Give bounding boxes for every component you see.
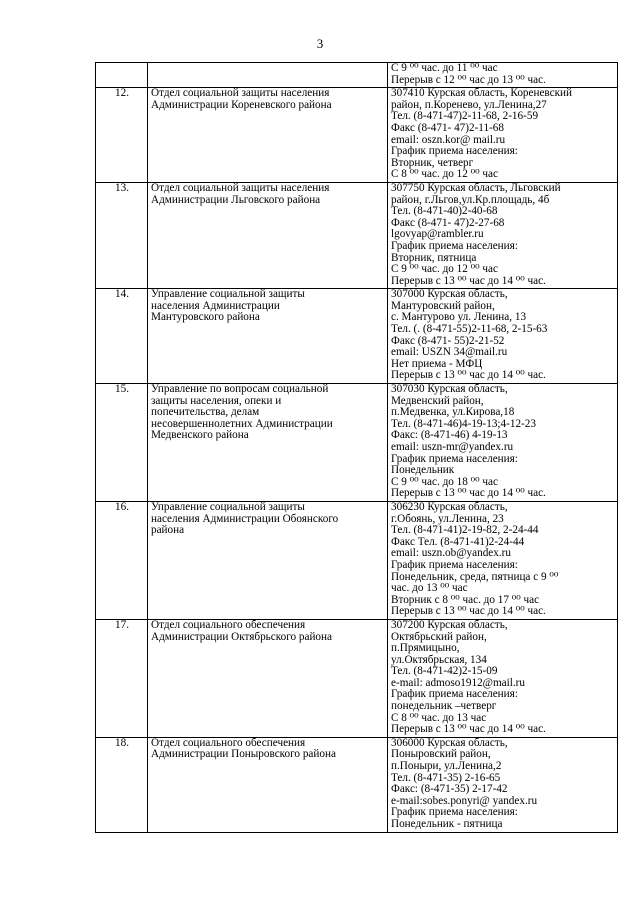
contact-line: Тел. (8-471-35) 2-16-65: [391, 771, 501, 784]
contact-line: Тел. (8-471-46)4-19-13;4-12-23: [391, 417, 536, 430]
table-row: [96, 501, 618, 619]
agency-name-line: попечительства, делам: [151, 406, 260, 419]
contact-line: Перерыв с 13 ⁰⁰ час до 14 ⁰⁰ час.: [391, 369, 546, 382]
contact-info-cell: [388, 289, 618, 384]
schedule-line: С 9 ⁰⁰ час. до 11 ⁰⁰ час: [391, 62, 498, 74]
contact-line: Факс: (8-471-35) 2-17-42: [391, 783, 508, 796]
agency-name-line: Управление социальной защиты: [151, 501, 305, 513]
table-row: [96, 737, 618, 832]
agency-name-line: Администрации Октябрьского района: [151, 630, 332, 643]
contact-line: Поныровский район,: [391, 748, 491, 761]
agency-name-line: населения Администрации Обоянского: [151, 512, 339, 525]
contact-line: Тел. (8-471-41)2-19-82, 2-24-44: [391, 524, 539, 537]
contact-line: п.Медвенка, ул.Кирова,18: [391, 406, 515, 419]
contact-line: 307410 Курская область, Кореневский: [391, 87, 573, 100]
contact-line: Факс (8-471- 47)2-11-68: [391, 121, 504, 134]
contact-line: С 8 ⁰⁰ час. до 13 час: [391, 711, 487, 724]
continuation-row: [96, 63, 618, 88]
contact-info-cell: [388, 88, 618, 183]
agency-name-line: Администрации Кореневского района: [151, 98, 332, 111]
contact-line: email: USZN 34@mail.ru: [391, 346, 508, 359]
contact-line: e-mail:sobes.ponyri@ yandex.ru: [391, 794, 538, 807]
agency-name-line: Отдел социальной защиты населения: [151, 182, 330, 194]
contact-line: с. Мантурово ул. Ленина, 13: [391, 311, 527, 324]
contact-line: email: uszn-mr@yandex.ru: [391, 441, 514, 453]
contact-line: 307000 Курская область,: [391, 288, 508, 301]
contact-line: Вторник с 8 ⁰⁰ час. до 17 ⁰⁰ час: [391, 593, 540, 606]
contact-line: С 9 ⁰⁰ час. до 18 ⁰⁰ час: [391, 475, 498, 488]
contact-line: Факс: (8-471-46) 4-19-13: [391, 429, 508, 442]
contact-line: п.Прямицыно,: [391, 642, 460, 655]
contact-line: час. до 13 ⁰⁰ час: [391, 582, 468, 595]
agency-name-line: несовершеннолетних Администрации: [151, 417, 333, 430]
agency-name-cell: [148, 737, 388, 832]
agency-name-cell: [148, 88, 388, 183]
contact-line: e-mail: admoso1912@mail.ru: [391, 676, 525, 689]
contact-line: Тел. (8-471-40)2-40-68: [391, 205, 498, 218]
contact-line: 307030 Курская область,: [391, 383, 508, 396]
contact-line: Факс Тел. (8-471-41)2-24-44: [391, 535, 525, 548]
agency-name-line: населения Администрации: [151, 299, 280, 312]
agency-name-cell: [148, 384, 388, 502]
contact-line: ул.Октябрьская, 134: [391, 653, 487, 666]
contact-line: 306230 Курская область,: [391, 501, 508, 513]
agency-name-line: района: [151, 524, 185, 537]
row-number: 17.: [96, 619, 148, 737]
contact-line: График приема населения:: [391, 239, 518, 252]
contact-line: С 9 ⁰⁰ час. до 12 ⁰⁰ час: [391, 263, 498, 276]
contact-line: Нет приема - МФЦ: [391, 357, 483, 370]
agency-table: [95, 62, 618, 833]
agency-name-cell: [148, 501, 388, 619]
contact-line: График приема населения:: [391, 558, 518, 571]
contact-line: Тел. (8-471-47)2-11-68, 2-16-59: [391, 110, 539, 123]
contact-line: п.Поныри, ул.Ленина,2: [391, 760, 502, 773]
agency-name-line: Администрации Льговского района: [151, 193, 321, 206]
agency-name-line: Отдел социального обеспечения: [151, 737, 306, 749]
contact-line: район, п.Коренево, ул.Ленина,27: [391, 98, 547, 111]
contact-line: Перерыв с 13 ⁰⁰ час до 14 ⁰⁰ час.: [391, 274, 546, 287]
table-row: [96, 182, 618, 288]
contact-line: График приема населения:: [391, 452, 518, 465]
agency-name-line: Отдел социального обеспечения: [151, 619, 306, 631]
row-number: 12.: [96, 88, 148, 183]
agency-name-line: Отдел социальной защиты населения: [151, 87, 330, 100]
contact-line: 307200 Курская область,: [391, 619, 508, 631]
row-number: 13.: [96, 182, 148, 288]
page-number: 3: [316, 36, 324, 51]
agency-name-line: Администрации Поныровского района: [151, 748, 336, 761]
contact-line: Тел. (8-471-42)2-15-09: [391, 665, 498, 678]
agency-name-cell: [148, 289, 388, 384]
contact-line: г.Обоянь, ул.Ленина, 23: [391, 512, 504, 525]
row-number: 16.: [96, 501, 148, 619]
contact-line: Октябрьский район,: [391, 630, 487, 643]
table-body: [96, 63, 618, 833]
row-number: 18.: [96, 737, 148, 832]
contact-line: район, г.Льгов,ул.Кр.площадь, 4б: [391, 193, 550, 206]
contact-line: Вторник, четверг: [391, 156, 474, 169]
contact-line: Тел. (. (8-471-55)2-11-68, 2-15-63: [391, 323, 548, 336]
contact-info-cell: [388, 619, 618, 737]
contact-info-cell: [388, 737, 618, 832]
contact-line: Медвенский район,: [391, 394, 484, 407]
contact-line: понедельник –четверг: [391, 700, 497, 713]
agency-name-line: Управление по вопросам социальной: [151, 383, 329, 396]
continuation-contact-cell: [388, 63, 618, 88]
contact-line: Факс (8-471- 47)2-27-68: [391, 216, 505, 229]
contact-line: Перерыв с 13 ⁰⁰ час до 14 ⁰⁰ час.: [391, 605, 546, 618]
table-row: [96, 88, 618, 183]
contact-line: email: oszn.kor@ mail.ru: [391, 133, 506, 146]
contact-line: График приема населения:: [391, 806, 518, 819]
contact-line: График приема населения:: [391, 688, 518, 701]
contact-line: Факс (8-471- 55)2-21-52: [391, 334, 505, 347]
contact-line: Понедельник - пятница: [391, 818, 503, 830]
contact-info-cell: [388, 501, 618, 619]
contact-line: Понедельник, среда, пятница с 9 ⁰⁰: [391, 570, 559, 583]
contact-line: 307750 Курская область, Льговский: [391, 182, 561, 194]
contact-line: Перерыв с 13 ⁰⁰ час до 14 ⁰⁰ час.: [391, 723, 546, 736]
continuation-name-cell: [148, 63, 388, 88]
contact-info-cell: [388, 182, 618, 288]
contact-line: lgovyap@rambler.ru: [391, 228, 484, 241]
contact-line: Мантуровский район,: [391, 299, 495, 312]
agency-name-line: защиты населения, опеки и: [151, 394, 282, 407]
contact-info-cell: [388, 384, 618, 502]
contact-line: Перерыв с 13 ⁰⁰ час до 14 ⁰⁰ час.: [391, 487, 546, 500]
contact-line: График приема населения:: [391, 145, 518, 158]
agency-name-cell: [148, 182, 388, 288]
contact-line: email: uszn.ob@yandex.ru: [391, 547, 511, 560]
contact-line: Понедельник: [391, 464, 455, 477]
row-number: 14.: [96, 289, 148, 384]
contact-line: 306000 Курская область,: [391, 737, 508, 749]
agency-name-cell: [148, 619, 388, 737]
contact-line: С 8 ⁰⁰ час. до 12 ⁰⁰ час: [391, 168, 498, 181]
table-row: [96, 289, 618, 384]
continuation-num-cell: [96, 63, 148, 88]
agency-name-line: Медвенского района: [151, 429, 249, 442]
table-row: [96, 619, 618, 737]
agency-name-line: Управление социальной защиты: [151, 288, 305, 301]
contact-line: Вторник, пятница: [391, 251, 477, 264]
break-line: Перерыв с 12 ⁰⁰ час до 13 ⁰⁰ час.: [391, 73, 546, 86]
table-row: [96, 384, 618, 502]
row-number: 15.: [96, 384, 148, 502]
agency-name-line: Мантуровского района: [151, 311, 260, 324]
